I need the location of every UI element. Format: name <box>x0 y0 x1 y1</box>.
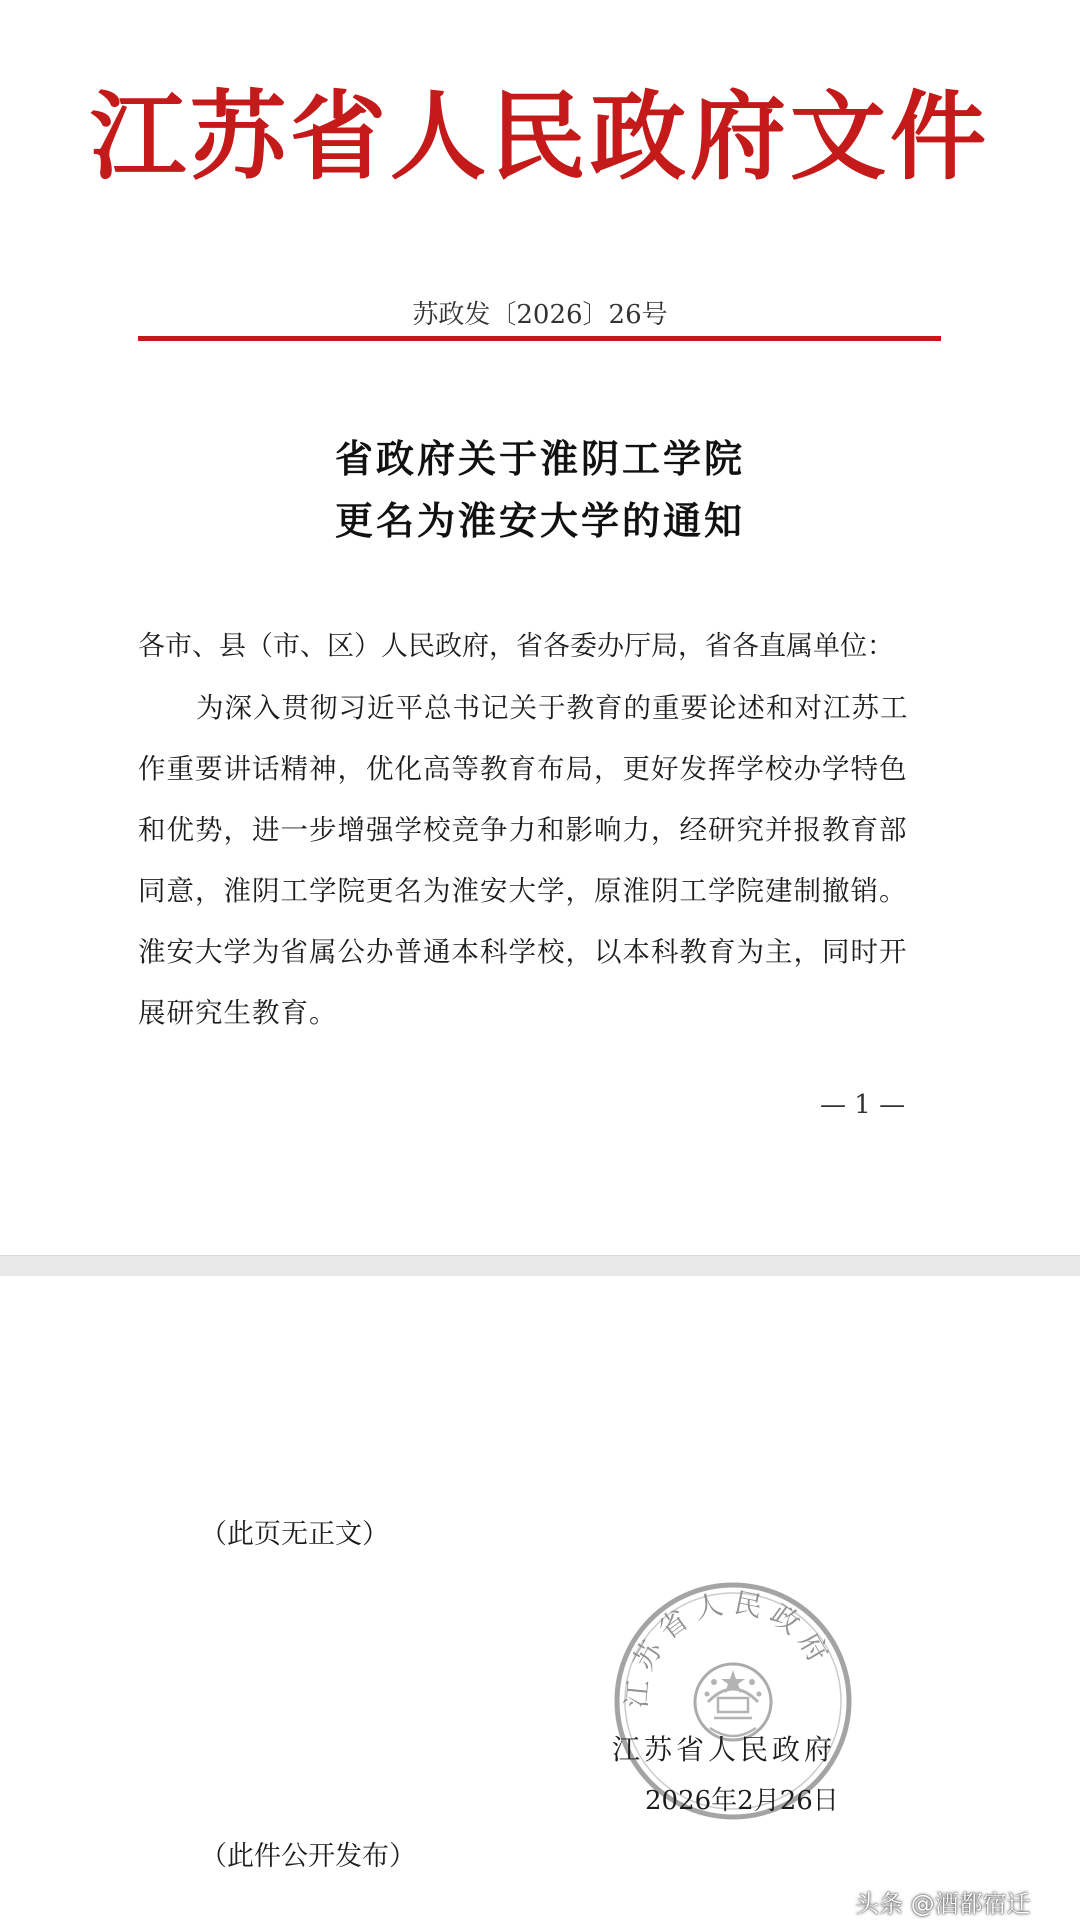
body-line: 展研究生教育。 <box>138 997 338 1029</box>
body-line: 和优势，进一步增强学校竞争力和影响力，经研究并报教育部 <box>138 814 908 846</box>
notice-title-line-2: 更名为淮安大学的通知 <box>334 498 745 543</box>
document-header-title: 江苏省人民政府文件 <box>90 81 990 193</box>
salutation: 各市、县（市、区）人民政府，省各委办厅局，省各直属单位： <box>138 631 894 662</box>
body-line: 同意，淮阴工学院更名为淮安大学，原淮阴工学院建制撤销。 <box>138 875 908 907</box>
document-page-2 <box>0 1276 1080 1928</box>
red-header-rule <box>138 336 941 341</box>
page-number: — 1 — <box>820 1090 906 1120</box>
seal-arc-text: 江苏省人民政府 <box>619 1585 839 1710</box>
body-line: 淮安大学为省属公办普通本科学校，以本科教育为主，同时开 <box>138 936 908 968</box>
public-release-note: （此件公开发布） <box>200 1841 416 1872</box>
no-text-note: （此页无正文） <box>200 1519 389 1550</box>
signature-organization: 江苏省人民政府 <box>612 1733 837 1766</box>
signature-date: 2026年2月26日 <box>645 1786 839 1816</box>
page-separator <box>0 1255 1080 1277</box>
source-watermark: 头条 @酒都宿迁 <box>855 1890 1031 1918</box>
body-line: 作重要讲话精神，优化高等教育布局，更好发挥学校办学特色 <box>138 753 908 785</box>
notice-title-line-1: 省政府关于淮阴工学院 <box>334 436 745 481</box>
document-number: 苏政发〔2026〕26号 <box>412 300 668 330</box>
body-line: 为深入贯彻习近平总书记关于教育的重要论述和对江苏工 <box>196 692 909 724</box>
